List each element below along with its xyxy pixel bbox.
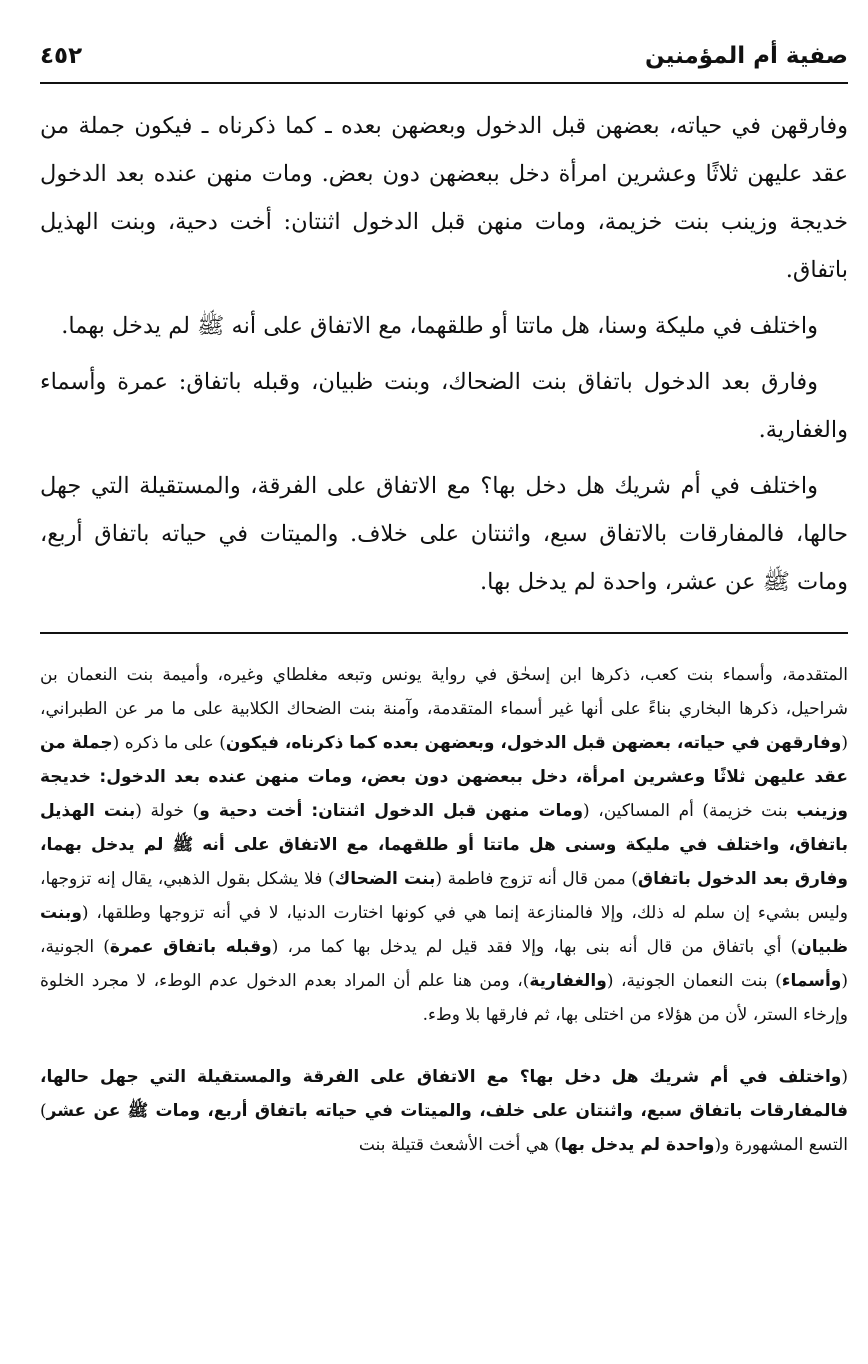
commentary-text: ) بنت النعمان الجونية، ( (606, 971, 782, 991)
commentary-text: ) خولة ( (135, 801, 200, 821)
commentary-text: المتقدمة، وأسماء بنت كعب، ذكرها ابن إسحٰق في رواية يونس وتبعه مغلطاي وغيره، وأميمة بنت النعمان بن شراحيل، ذكرها البخاري بناءً على أنها غير أسماء المتقدمة، وآمنة بنت الضحاك الكلابية على ما مر عن الطبراني، ( (40, 665, 849, 753)
running-header (40, 30, 848, 84)
quoted-matn: وقبله باتفاق عمرة (109, 937, 272, 957)
commentary-text: ) على ما ذكره ( (112, 733, 226, 753)
commentary-paragraph-2 (40, 1060, 848, 1162)
quoted-matn: واحدة لم يدخل بها (560, 1135, 715, 1155)
commentary-paragraph-1 (40, 658, 848, 1032)
commentary-text: ( (841, 1067, 848, 1087)
footnote-separator (40, 632, 848, 634)
quoted-matn: جملة من عقد عليهن ثلاثًا وعشرين امرأة، دخل ببعضهن دون بعض، ومات منهن عنده بعد الدخول: خديجة وزينب (40, 733, 848, 821)
quoted-matn: واختلف في أم شريك هل دخل بها؟ مع الاتفاق على الفرقة والمستقيلة التي جهل حالها، فالمفارقات باتفاق سبع، واثنتان على خلف، والميتات في حياته باتفاق أربع، ومات ﷺ عن عشر (40, 1067, 848, 1121)
running-title: صفية أم المؤمنين (645, 43, 848, 69)
main-text (40, 102, 848, 606)
main-paragraph-4: واختلف في أم شريك هل دخل بها؟ مع الاتفاق على الفرقة، والمستقيلة التي جهل حالها، فالمفارقات بالاتفاق سبع، واثنتان على خلاف. والميتات في حياته باتفاق أربع، ومات ﷺ عن عشر، واحدة لم يدخل بها. (40, 473, 848, 595)
commentary-notes (40, 658, 848, 1162)
commentary-text: ) الجونية، ( (40, 937, 848, 991)
quoted-matn: بنت الضحاك (334, 869, 436, 889)
main-paragraph-1: وفارقهن في حياته، بعضهن قبل الدخول وبعضهن بعده ـ كما ذكرناه ـ فيكون جملة من عقد عليهن ثلاثًا وعشرين امرأة دخل ببعضهن دون بعض. ومات منهن عنده بعد الدخول خديجة وزينب بنت خزيمة، ومات منهن قبل الدخول اثنتان: أخت دحية، وبنت الهذيل باتفاق. (40, 113, 848, 283)
commentary-text: ) التسع المشهورة و( (40, 1101, 848, 1155)
main-paragraph-3: وفارق بعد الدخول باتفاق بنت الضحاك، وبنت ظبيان، وقبله باتفاق: عمرة وأسماء والغفارية. (40, 369, 848, 443)
document-page (40, 30, 848, 1162)
commentary-text: ) هي أخت الأشعث قتيلة بنت (358, 1135, 561, 1155)
quoted-matn: وأسماء (781, 971, 842, 991)
main-paragraph-2: واختلف في مليكة وسنا، هل ماتتا أو طلقهما، مع الاتفاق على أنه ﷺ لم يدخل بهما. (61, 313, 818, 339)
commentary-text: بنت خزيمة) أم المساكين، ( (583, 801, 797, 821)
quoted-matn: ومات منهن قبل الدخول اثنتان: أخت دحية و (199, 801, 584, 821)
quoted-matn: وفارقهن في حياته، بعضهن قبل الدخول، وبعضهن بعده كما ذكرناه، فيكون (225, 733, 842, 753)
commentary-text: ) فلا يشكل بقول الذهبي، يقال إنه تزوجها، وليس بشيء إن سلم له ذلك، وإلا فالمنازعة إنما هي في كونها اختارت الدنيا، لا في أنه تزوجها وطلقها، ( (40, 869, 848, 923)
quoted-matn: وبنت ظبيان (40, 903, 848, 957)
page-number: ٤٥٢ (40, 43, 83, 69)
commentary-text: )، ومن هنا علم أن المراد بعدم الدخول عدم الوطء، لا مجرد الخلوة وإرخاء الستر، لأن من هؤلاء من اختلى بها، ثم فارقها بلا وطء. (40, 971, 848, 1025)
commentary-text: ) ممن قال أنه تزوج فاطمة ( (435, 869, 638, 889)
commentary-text: ) أي باتفاق من قال أنه بنى بها، وإلا فقد قيل لم يدخل بها كما مر، ( (271, 937, 798, 957)
quoted-matn: والغفارية (529, 971, 607, 991)
quoted-matn: بنت الهذيل باتفاق، واختلف في مليكة وسنى هل ماتتا أو طلقهما، مع الاتفاق على أنه ﷺ لم يدخل بهما، وفارق بعد الدخول باتفاق (40, 801, 848, 889)
